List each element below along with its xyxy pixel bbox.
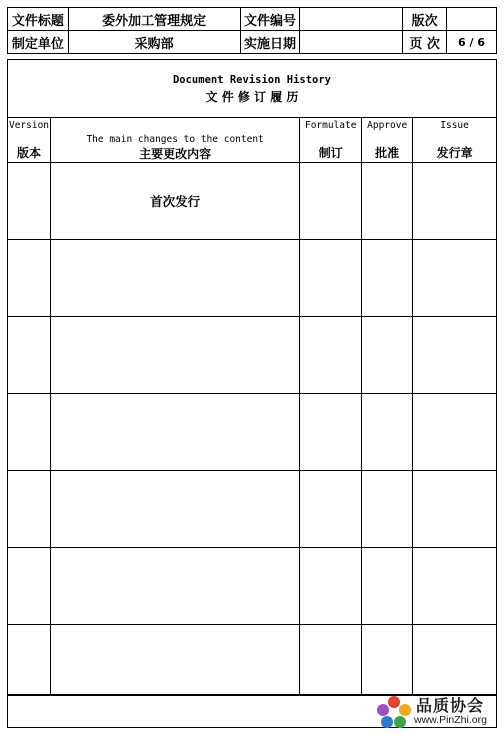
col-formulate: Formulate 制订 bbox=[300, 118, 362, 163]
page-value: 6 / 6 bbox=[447, 31, 497, 54]
col-issue: Issue 发行章 bbox=[413, 118, 497, 163]
doc-no-value bbox=[300, 8, 403, 31]
table-row bbox=[8, 317, 497, 394]
history-title-en: Document Revision History bbox=[172, 74, 332, 86]
cell-changes: 首次发行 bbox=[50, 163, 299, 240]
revision-table bbox=[7, 117, 497, 695]
title-label: 文件标题 bbox=[8, 8, 69, 31]
cell-version bbox=[8, 163, 51, 240]
cell-issue bbox=[413, 163, 497, 240]
col-changes: The main changes to the content 主要更改内容 bbox=[50, 118, 299, 163]
table-row bbox=[8, 394, 497, 471]
title-value: 委外加工管理规定 bbox=[68, 8, 240, 31]
logo-url: www.PinZhi.org bbox=[414, 714, 487, 726]
logo-name: 品质协会 bbox=[416, 696, 485, 715]
col-approve: Approve 批准 bbox=[362, 118, 413, 163]
page-label: 页 次 bbox=[403, 31, 447, 54]
header-table bbox=[7, 7, 497, 54]
col-version: Version 版本 bbox=[8, 118, 51, 163]
impl-date-label: 实施日期 bbox=[240, 31, 300, 54]
table-row bbox=[8, 625, 497, 695]
history-title-cn: 文 件 修 订 履 历 bbox=[205, 90, 299, 104]
version-label: 版次 bbox=[403, 8, 447, 31]
dept-label: 制定单位 bbox=[8, 31, 69, 54]
doc-no-label: 文件编号 bbox=[240, 8, 300, 31]
table-row bbox=[8, 471, 497, 548]
revision-header-row bbox=[8, 118, 497, 163]
dept-value: 采购部 bbox=[68, 31, 240, 54]
history-title-box bbox=[7, 59, 497, 118]
flower-icon bbox=[376, 695, 412, 729]
table-row bbox=[8, 240, 497, 317]
version-value bbox=[447, 8, 497, 31]
pinzhi-logo bbox=[376, 695, 498, 729]
cell-formulate bbox=[300, 163, 362, 240]
cell-approve bbox=[362, 163, 413, 240]
table-row bbox=[8, 163, 497, 240]
impl-date-value bbox=[300, 31, 403, 54]
table-row bbox=[8, 548, 497, 625]
